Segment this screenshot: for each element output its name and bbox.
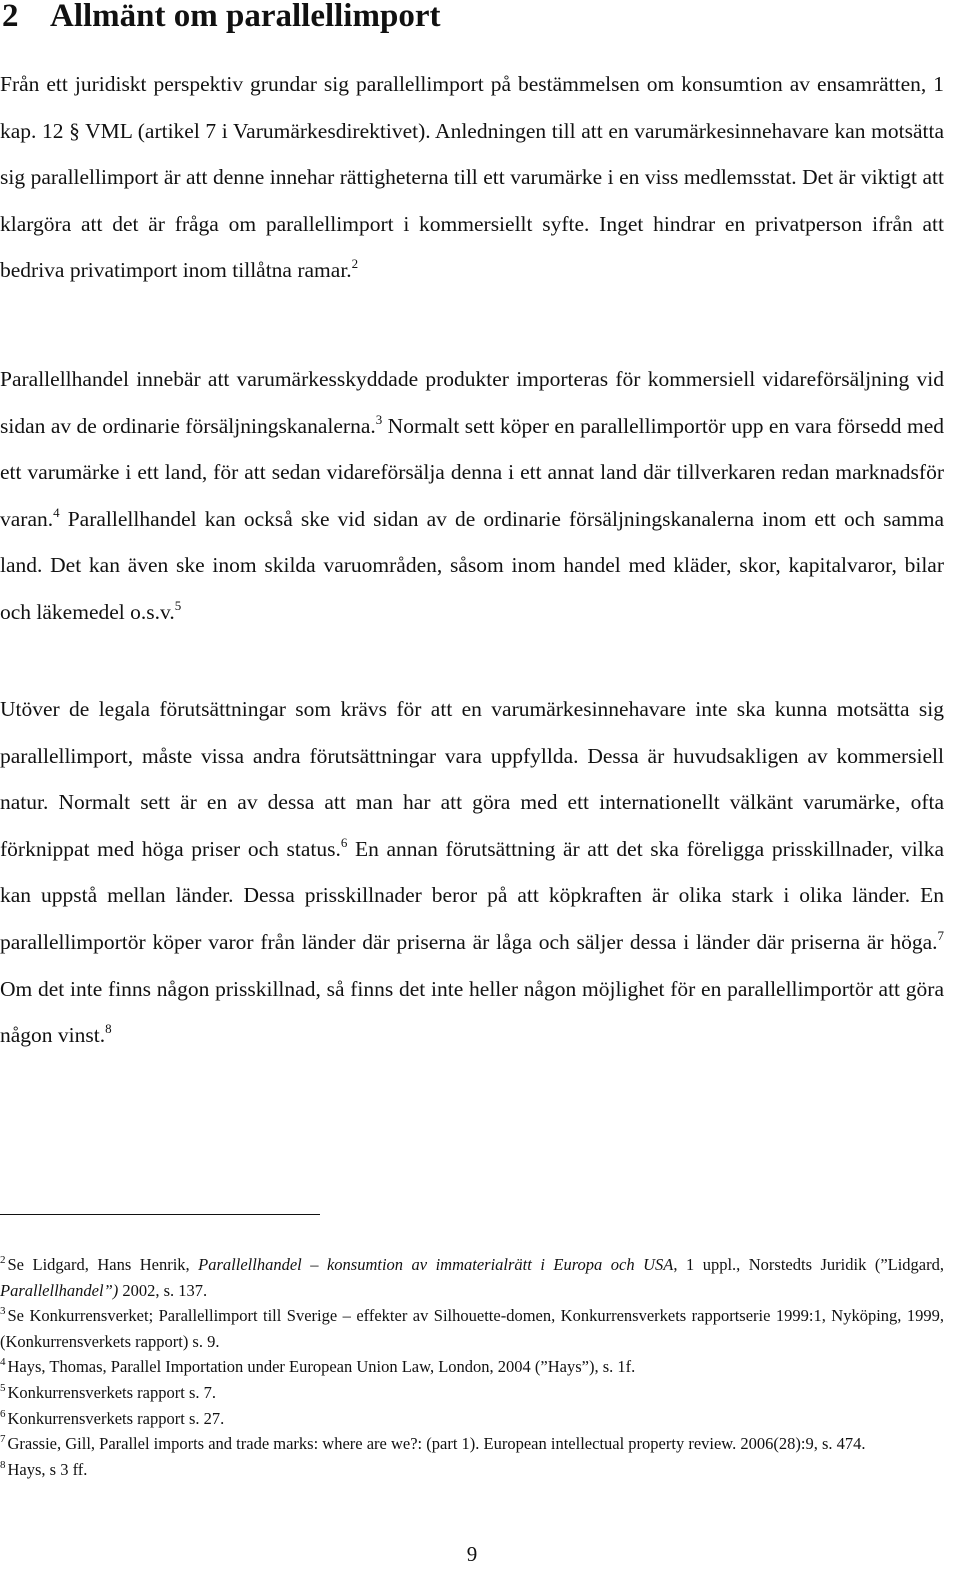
paragraph-text: Utöver de legala förutsättningar som krävs för att en varumärkesinnehavare inte ska kunna motsätta sig parallellimport, måste vissa andra förutsättningar vara uppfyllda. Dessa är huvudsakligen av kommersiell natur. Normalt sett är en av dessa att man har att göra med ett internationellt välkänt varumärke, ofta förknippat med höga priser och status.: [0, 697, 944, 861]
paragraph-text: Om det inte finns någon prisskillnad, så finns det inte heller någon möjlighet för en parallellimportör att göra någon vinst.: [0, 976, 944, 1048]
footnote-italic: Parallellhandel – konsumtion av immaterialrätt i Europa och USA: [198, 1255, 674, 1274]
footnote-text: Hays, s 3 ff.: [7, 1459, 88, 1479]
paragraph-text: Normalt sett köper en parallellimportör upp en vara försedd med ett varumärke i ett land, för att sedan vidareförsälja denna i ett annat land där tillverkaren redan marknadsför varan.: [0, 413, 944, 531]
footnote-number: 8: [0, 1458, 6, 1471]
footnote-text: Konkurrensverkets rapport s. 27.: [7, 1408, 225, 1428]
footnote-ref[interactable]: 5: [174, 597, 182, 613]
footnote-text: Se Konkurrensverket; Parallellimport till Sverige – effekter av Silhouette-domen, Konkurrensverkets rapportserie 1999:1, Nyköping, 1999, (Konkurrensverkets rapport) s. 9.: [0, 1306, 944, 1351]
footnote-text: 2002, s. 137.: [118, 1280, 208, 1300]
footnote-text: Konkurrensverkets rapport s. 7.: [7, 1382, 216, 1402]
footnote-text: Hays, Thomas, Parallel Importation under European Union Law, London, 2004 (”Hays”), s. 1f.: [7, 1357, 636, 1377]
footnote-ref[interactable]: 8: [105, 1021, 112, 1037]
footnote-number: 4: [0, 1356, 6, 1369]
footnote-ref[interactable]: 3: [375, 411, 383, 427]
page-number: 9: [466, 1542, 478, 1566]
footnote-text: Grassie, Gill, Parallel imports and trade marks: where are we?: (part 1). European intellectual property review. 2006(28):9, s. 474.: [7, 1434, 866, 1454]
section-heading: [2, 0, 440, 36]
footnote-4: [0, 1354, 944, 1380]
footnote-text: , 1 uppl., Norstedts Juridik (”Lidgard,: [673, 1255, 944, 1274]
paragraph-2: [0, 356, 944, 636]
footnotes: [0, 1252, 944, 1482]
footnote-ref[interactable]: 6: [340, 834, 348, 850]
paragraph-3: [0, 686, 944, 1059]
footnote-ref[interactable]: 7: [937, 927, 944, 943]
paragraph-1: [0, 61, 944, 294]
paragraph-text: Parallellhandel innebär att varumärkesskyddade produkter importeras för kommersiell vidareförsäljning vid sidan av de ordinarie försäljningskanalerna.: [0, 367, 944, 438]
footnote-5: [0, 1380, 944, 1406]
footnote-number: 5: [0, 1381, 6, 1394]
footnote-7: [0, 1431, 944, 1457]
footnote-text: Se Lidgard, Hans Henrik,: [7, 1255, 199, 1274]
footnote-number: 6: [0, 1407, 6, 1420]
section-number: 2: [2, 0, 19, 34]
footnote-8: [0, 1457, 944, 1483]
footnote-number: 2: [0, 1254, 6, 1266]
paragraph-text: En annan förutsättning är att det ska föreligga prisskillnader, vilka kan uppstå mellan länder. Dessa prisskillnader beror på att köpkraften är olika stark i olika länder. En parallellimportör köper varor från länder där priserna är låga och säljer dessa i länder där priserna är höga.: [0, 836, 944, 954]
footnote-6: [0, 1406, 944, 1432]
footnote-ref[interactable]: 2: [351, 256, 359, 272]
footnote-number: 7: [0, 1433, 6, 1446]
paragraph-text: Parallellhandel kan också ske vid sidan av de ordinarie försäljningskanalerna inom ett och samma land. Det kan även ske inom skilda varuområden, såsom inom handel med kläder, skor, kapitalvaror, bilar och läkemedel o.s.v.: [0, 506, 944, 624]
section-title: Allmänt om parallellimport: [50, 0, 441, 34]
footnote-ref[interactable]: 4: [53, 504, 60, 520]
footnote-italic: Parallellhandel”): [0, 1280, 119, 1300]
footnote-separator: [0, 1214, 320, 1215]
footnote-2: [0, 1252, 944, 1303]
footnote-number: 3: [0, 1305, 6, 1318]
footnote-3: [0, 1303, 944, 1354]
paragraph-text: Från ett juridiskt perspektiv grundar sig parallellimport på bestämmelsen om konsumtion av ensamrätten, 1 kap. 12 § VML (artikel 7 i Varumärkesdirektivet). Anledningen till att en varumärkesinnehavare kan motsätta sig parallellimport är att denne innehar rättigheterna till ett varumärke i en viss medlemsstat. Det är viktigt att klargöra att det är fråga om parallellimport i kommersiellt syfte. Inget hindrar en privatperson ifrån att bedriva privatimport inom tillåtna ramar.: [0, 72, 944, 283]
